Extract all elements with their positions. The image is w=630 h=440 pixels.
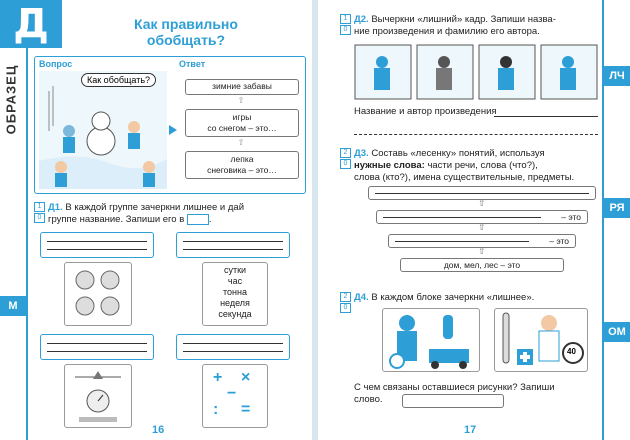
task-number-boxes: 2 0 [340,292,351,313]
task-d3-number: Д3. [354,148,369,159]
plus-icon: + [213,369,223,386]
page-number-right: 17 [464,424,477,436]
group-name-field-4[interactable] [176,334,290,360]
answer-text-1: зимние забавы [212,81,272,91]
minus-icon: − [227,385,237,402]
task-d2-line1: Вычеркни «лишний» кадр. Запиши назва- [371,14,556,25]
side-tab-rya: РЯ [604,198,630,218]
group-name-field-3[interactable] [40,334,154,360]
ladder-step-4 [400,258,564,272]
task-d2-answer-line[interactable] [494,116,598,117]
word-4: неделя [220,298,250,308]
task-d3-text [354,148,604,184]
answer-card-1 [185,79,299,95]
answer-card-3 [185,151,299,179]
answer-text-3: со снегом – это… [207,123,277,133]
task-d4-text [354,292,604,304]
winter-kids-illustration [39,71,167,189]
side-tab-m: М [0,296,26,316]
title-line-1: Как правильно [134,16,238,32]
page-number-left: 16 [152,424,165,436]
page-title [86,16,286,48]
coins-icon [65,263,131,325]
divide-icon: : [213,401,219,418]
question-bubble: Как обобщать? [81,73,156,87]
group-name-field-2[interactable] [176,232,290,258]
task-d4-line: В каждом блоке зачеркни «лишнее». [371,292,535,303]
ladder-base-text: дом, мел, лес – это [443,260,521,270]
chevron-up-icon: ⇧ [237,137,245,147]
firefighter-icon [383,309,479,371]
coins-group [64,262,132,326]
example-frame [34,56,306,194]
question-label: Вопрос [39,59,73,69]
task-d4-number: Д4. [354,292,369,303]
answer-text-2: игры [232,112,252,122]
equals-icon: = [241,401,251,418]
story-frames-illustration [354,44,598,100]
time-words-group [202,262,268,326]
answer-label: Ответ [179,59,206,69]
task-d2-answer-line-2[interactable] [354,134,598,135]
task-d4-question-line1: С чем связаны оставшиеся рисунки? Запиши [354,382,555,393]
task-number-boxes: 1 0 [34,202,45,223]
scales-icon [65,365,131,427]
task-d2-line2: ние произведения и фамилию его автора. [354,26,540,37]
answer-text-4: лепка [230,154,254,164]
left-page [0,0,312,440]
task-d4-answer-field[interactable] [402,394,504,408]
side-tab-lch: ЛЧ [604,66,630,86]
ladder-suffix-1: – это [561,212,581,222]
answer-card-2 [185,109,299,137]
task-d3-line2: части речи, слова (что?), [427,160,538,171]
task-d1-line2: группе название. Запиши его в [48,214,185,226]
word-5: секунда [218,309,252,319]
chevron-up-icon: ⇧ [478,246,486,256]
task-d3-bold: нужные слова: [354,160,425,171]
chevron-up-icon: ⇧ [478,198,486,208]
speed-sign-number: 40 [567,347,576,356]
task-d1-text: Д1. В каждой группе зачеркни лишнее и дай группе название. Запиши его в . [48,202,244,226]
task-d1-line1: В каждой группе зачеркни лишнее и дай [65,202,244,213]
word-3: тонна [223,287,247,297]
title-line-2: обобщать? [146,32,226,48]
task-number-boxes: 1 0 [340,14,351,35]
task-d2-number: Д2. [354,14,369,25]
arrow-right-icon [169,123,181,137]
left-side-strip [0,0,28,440]
doctor-icon [495,309,587,371]
task-number-boxes: 2 0 [340,148,351,169]
math-signs-group [202,364,268,428]
task-d3-line3: слова (кто?), имена существительные, предметы. [354,172,575,183]
measuring-tools-group [64,364,132,428]
task-d1-number: Д1. [48,202,63,213]
ladder-suffix-2: – это [549,236,569,246]
firefighter-block [382,308,480,372]
task-d4-question-line2: слово. [354,394,383,405]
chevron-up-icon: ⇧ [478,222,486,232]
section-letter: Д [0,0,62,48]
task-d2-text [354,14,602,38]
word-2: час [227,276,243,286]
medical-block [494,308,588,372]
answer-box[interactable] [187,214,209,225]
word-1: сутки [223,265,247,275]
side-tab-om: ОМ [604,322,630,342]
group-name-field-1[interactable] [40,232,154,258]
right-page [318,0,630,440]
task-d3-line1: Составь «лесенку» понятий, используя [371,148,545,159]
answer-text-5: снеговика – это… [207,165,277,175]
multiply-icon: × [241,369,251,386]
vertical-label: ОБРАЗЕЦ [3,64,19,135]
task-d2-answer-label: Название и автор произведения [354,106,497,117]
chevron-up-icon: ⇧ [237,95,245,105]
